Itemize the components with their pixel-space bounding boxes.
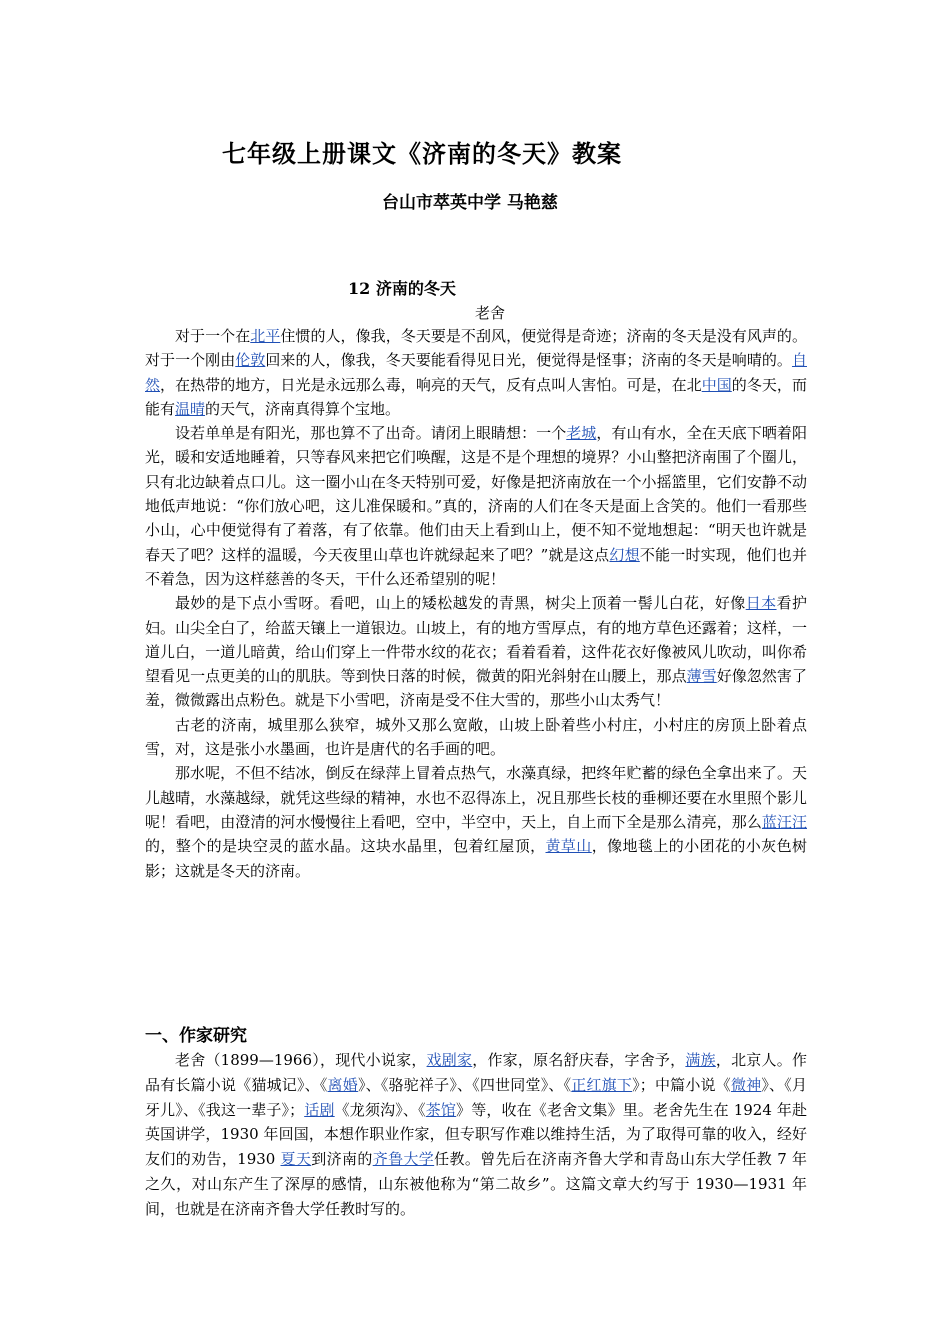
link-nature[interactable]: 自然: [145, 351, 807, 394]
text-run: 《龙须沟》、《: [334, 1100, 426, 1119]
link-thin-snow[interactable]: 薄雪: [686, 667, 717, 686]
text-run: 住惯的人，像我，冬天要是不刮风，便觉得是奇迹；济南的冬天是没有风声的。对于一个刚由: [145, 327, 807, 370]
document-title: 七年级上册课文《济南的冬天》教案: [222, 140, 622, 168]
text-run: ，北京人。作品有长篇小说《猫城记》、《: [145, 1051, 807, 1094]
text-run: ，在热带的地方，日光是永远那么毒，响亮的天气，反有点叫人害怕。可是，在北: [160, 375, 702, 394]
text-run: 到济南的: [311, 1150, 373, 1169]
text-run: 最妙的是下点小雪呀。看吧，山上的矮松越发的青黑，树尖上顶着一髻儿白花，好像: [175, 594, 746, 613]
text-run: 设若单单是有阳光，那也算不了出奇。请闭上眼睛想：一个: [175, 424, 567, 443]
passage-text: [145, 324, 807, 883]
paragraph-3: [145, 591, 807, 712]
link-drama[interactable]: 话剧: [304, 1100, 335, 1119]
link-dramatist[interactable]: 戏剧家: [426, 1051, 473, 1069]
text-run: 的冬天，而能有: [145, 375, 807, 418]
link-london[interactable]: 伦敦: [235, 351, 266, 370]
text-run: 回来的人，像我，冬天要能看得见日光，便觉得是怪事；济南的冬天是响晴的。: [265, 351, 792, 370]
link-lanwangwang[interactable]: 蓝汪汪: [761, 812, 807, 831]
text-run: 好像忽然害了羞，微微露出点粉色。就是下小雪吧，济南是受不住大雪的，那些小山太秀气！: [145, 667, 807, 710]
paragraph-2: [145, 421, 807, 591]
text-run: 》等，收在《老舍文集》里。老舍先生在 1924 年赴英国讲学，1930 年回国，本想作职业作家，但专职写作难以维持生活，为了取得可靠的收入，经好友们的劝告，1930: [145, 1100, 807, 1169]
text-run: 》；中篇小说《: [632, 1075, 731, 1094]
text-run: 看护妇。山尖全白了，给蓝天镶上一道银边。山坡上，有的地方雪厚点，有的地方草色还露着；这样，一道儿白，一道儿暗黄，给山们穿上一件带水纹的花衣；看着看着，这件花衣好像被风儿吹动，叫你希望看见一点更美的山的肌肤。等到快日落的时候，微黄的阳光斜射在山腰上，那点: [145, 594, 807, 686]
paragraph-4: [145, 713, 807, 762]
text-run: 那水呢，不但不结冰，倒反在绿萍上冒着点热气，水藻真绿，把终年贮蓄的绿色全拿出来了。天儿越晴，水藻越绿，就凭这些绿的精神，水也不忍得冻上，况且那些长枝的垂柳还要在水里照个影儿呢！看吧，由澄清的河水慢慢往上看吧，空中，半空中，天上，自上而下全是那么清亮，那么: [145, 764, 807, 831]
link-japan[interactable]: 日本: [745, 594, 777, 613]
author-line: 台山市萃英中学 马艳慈: [382, 193, 558, 213]
link-beiping[interactable]: 北平: [250, 327, 281, 345]
paragraph-1: [145, 324, 807, 421]
text-run: 的天气，济南真得算个宝地。: [205, 399, 401, 418]
paragraph-5: [145, 761, 807, 882]
link-zhenghongqixia[interactable]: 正红旗下: [571, 1075, 633, 1094]
text-run: ，作家，原名舒庆春，字舍予，: [472, 1051, 686, 1069]
text-run: 》、《月牙儿》、《我这一辈子》；: [145, 1075, 807, 1119]
link-weishen[interactable]: 微神: [730, 1075, 762, 1094]
link-manchu[interactable]: 满族: [685, 1051, 716, 1069]
link-cheeloo-university[interactable]: 齐鲁大学: [372, 1150, 435, 1169]
text-run: 对于一个在: [175, 327, 251, 345]
author-bio-text: [145, 1048, 807, 1222]
lesson-title: 12 济南的冬天: [348, 279, 456, 298]
link-old-city[interactable]: 老城: [566, 424, 597, 443]
text-run: 不能一时实现，他们也并不着急，因为这样慈善的冬天，干什么还希望别的呢！: [145, 545, 807, 588]
text-run: ，像地毯上的小团花的小灰色树影；这就是冬天的济南。: [145, 837, 807, 880]
bio-paragraph: [145, 1048, 807, 1222]
link-wenqing[interactable]: 温晴: [175, 399, 206, 418]
link-teahouse[interactable]: 茶馆: [425, 1100, 457, 1119]
text-run: 的，整个的是块空灵的蓝水晶。这块水晶里，包着红屋顶，: [145, 837, 546, 856]
text-run: ，有山有水，全在天底下晒着阳光，暖和安适地睡着，只等春风来把它们唤醒，这是不是个理想的境界？小山整把济南围了个圈儿，只有北边缺着点口儿。这一圈小山在冬天特别可爱，好像是把济南放在一个小摇篮里，它们安静不动地低声地说：“你们放心吧，这儿准保暖和。”真的，济南的人们在冬天是面上含笑的。他们一看那些小山，心中便觉得有了着落，有了依靠。他们由天上看到山上，便不知不觉地想起：“明天也许就是春天了吧？这样的温暖，今天夜里山草也许就绿起来了吧？”就是这点: [145, 424, 807, 564]
section-heading-author-study: 一、作家研究: [145, 1026, 247, 1046]
lesson-author: 老舍: [475, 304, 506, 322]
link-huangcaoshan[interactable]: 黄草山: [545, 837, 592, 856]
text-run: 古老的济南，城里那么狭窄，城外又那么宽敞，山坡上卧着些小村庄，小村庄的房顶上卧着点雪，对，这是张小水墨画，也许是唐代的名手画的吧。: [145, 715, 807, 759]
text-run: 任教。曾先后在济南齐鲁大学和青岛山东大学任教 7 年之久，对山东产生了深厚的感情，山东被他称为“第二故乡”。这篇文章大约写于 1930—1931 年间，也就是在济南齐鲁大学任教时写的。: [145, 1150, 807, 1218]
link-divorce[interactable]: 离婚: [327, 1075, 358, 1094]
link-china[interactable]: 中国: [701, 375, 732, 394]
link-summer[interactable]: 夏天: [280, 1150, 312, 1169]
link-fantasy[interactable]: 幻想: [609, 545, 640, 564]
text-run: 》、《骆驼祥子》、《四世同堂》、《: [357, 1075, 572, 1094]
text-run: 老舍（1899—1966），现代小说家，: [175, 1051, 427, 1069]
